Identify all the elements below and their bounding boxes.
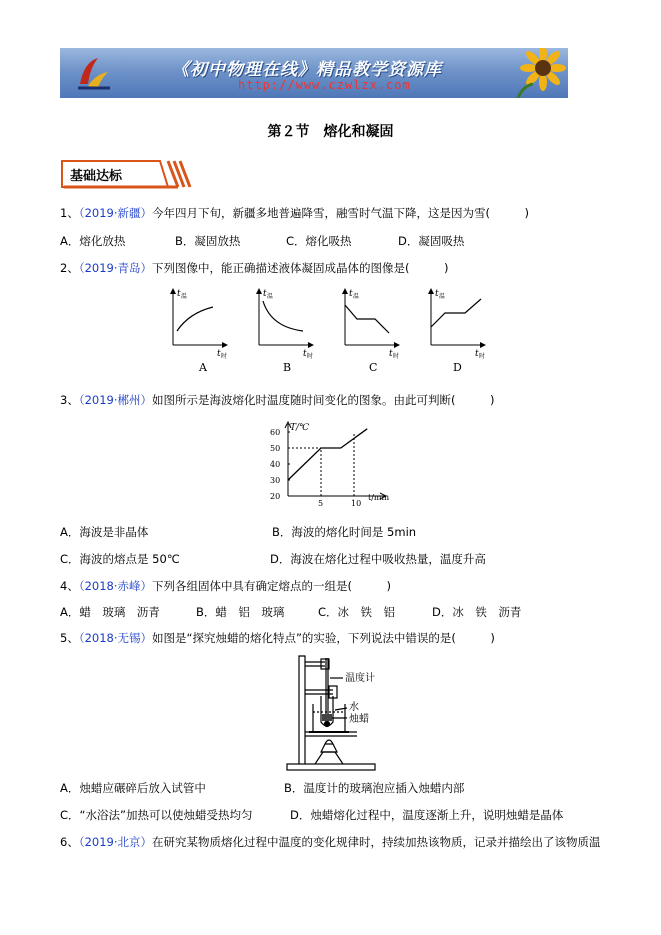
graph-d [431,289,485,374]
option-a: A．海波是非晶体 [60,525,149,539]
question-4 [60,578,391,594]
question-source: （2019·北京） [78,835,152,849]
question-3 [60,392,494,408]
question-source: （2018·无锡） [78,631,152,645]
question-5 [60,630,495,646]
axis-y-label: t [349,289,353,299]
question-2-graphs [165,283,505,378]
question-text: 在研究某物质熔化过程中温度的变化规律时，持续加热该物质，记录并描绘出了该物质温 [152,835,601,849]
axis-x-label: t [217,349,221,359]
section-label: 基础达标 [70,169,123,184]
option-d: D．烛蜡熔化过程中，温度逐渐上升，说明烛蜡是晶体 [290,808,564,822]
question-number: 1、 [60,206,79,220]
option-b: B．温度计的玻璃泡应插入烛蜡内部 [284,781,465,795]
option-b: B．蜡 铝 玻璃 [196,605,285,619]
option-c: C．海波的熔点是 50℃ [60,552,180,566]
option-c: C．冰 铁 铝 [318,605,396,619]
graph-c [345,289,399,374]
melting-chart [268,418,398,513]
question-text: 今年四月下旬，新疆多地普遍降雪，融雪时气温下降，这是因为雪( ) [152,206,529,220]
banner-url[interactable]: http://www.czwlzx.com [238,78,411,92]
axis-x-sub: 时 [221,353,228,360]
question-number: 5、 [60,631,79,645]
question-source: （2019·新疆） [78,206,152,220]
question-6 [60,834,601,850]
x-tick-label: 10 [351,499,362,508]
sunflower-icon [498,48,568,98]
option-a: A．烛蜡应碾碎后放入试管中 [60,781,206,795]
option-c: C．“水浴法”加热可以使烛蜡受热均匀 [60,808,253,822]
header-banner [60,48,568,98]
axis-y-sub: 温 [353,293,360,300]
section-header [60,159,195,189]
graph-label: A [199,361,207,374]
axis-x-label: t [389,349,393,359]
experiment-apparatus [285,652,390,774]
question-number: 2、 [60,261,79,275]
logo-icon [74,54,114,92]
option-b: B．凝固放热 [175,234,241,248]
axis-y-sub: 温 [439,293,446,300]
banner-title: 《初中物理在线》精品教学资源库 [172,60,442,80]
series-line [288,429,367,480]
y-tick-label: 50 [270,444,281,453]
option-b: B．海波的熔化时间是 5min [272,525,417,539]
question-text: 下列各组固体中具有确定熔点的一组是( ) [152,579,391,593]
option-d: D．凝固吸热 [398,234,465,248]
question-number: 4、 [60,579,79,593]
option-a: A．蜡 玻璃 沥青 [60,605,160,619]
question-text: 下列图像中，能正确描述液体凝固成晶体的图像是( ) [152,261,449,275]
question-1 [60,205,529,221]
question-text: 如图所示是海波熔化时温度随时间变化的图象。由此可判断( ) [152,393,495,407]
question-number: 3、 [60,393,79,407]
option-d: D．海波在熔化过程中吸收热量，温度升高 [270,552,486,566]
question-text: 如图是“探究烛蜡的熔化特点”的实验，下列说法中错误的是( ) [152,631,495,645]
option-d: D．冰 铁 沥青 [432,605,522,619]
question-source: （2019·郴州） [78,393,152,407]
question-source: （2019·青岛） [78,261,152,275]
axis-x-sub: 时 [479,353,486,360]
page-title: 第２节 熔化和凝固 [267,124,394,140]
axis-x-label: t [303,349,307,359]
chart-x-label: t/min [368,493,390,502]
axis-x-label: t [475,349,479,359]
graph-label: B [283,361,292,374]
question-source: （2018·赤峰） [78,579,152,593]
option-c: C．熔化吸热 [286,234,352,248]
axis-x-sub: 时 [307,353,314,360]
graph-b [259,289,313,374]
question-number: 6、 [60,835,79,849]
label-thermometer: 温度计 [345,673,375,684]
y-tick-label: 60 [270,428,281,437]
graph-label: C [369,361,378,374]
question-2 [60,260,448,276]
y-tick-label: 30 [270,476,281,485]
chart-y-label: T/℃ [290,423,310,433]
graph-a [173,289,227,374]
axis-y-label: t [177,289,181,299]
axis-y-sub: 温 [181,293,188,300]
axis-y-label: t [435,289,439,299]
axis-y-label: t [263,289,267,299]
label-wax: 烛蜡 [349,714,369,725]
y-tick-label: 20 [270,492,281,501]
graph-label: D [453,361,462,374]
y-tick-label: 40 [270,460,281,469]
x-tick-label: 5 [318,499,324,508]
axis-y-sub: 温 [267,293,274,300]
option-a: A．熔化放热 [60,234,126,248]
label-water: 水 [349,702,359,713]
axis-x-sub: 时 [393,353,400,360]
